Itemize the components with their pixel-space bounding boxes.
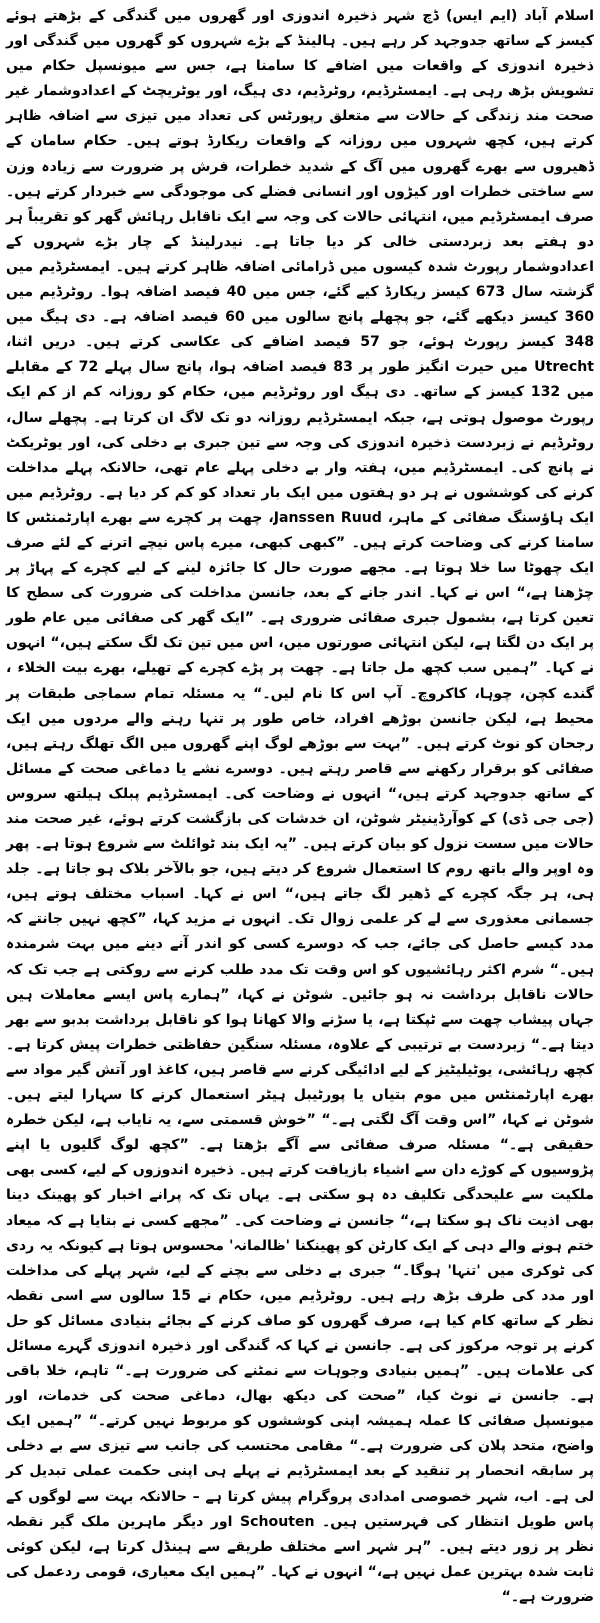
- article-body-text: اسلام آباد (ایم ایس) ڈچ شہر ذخیرہ اندوزی اور گھروں میں گندگی کے بڑھتے ہوئے کیسز کے ساتھ جدوجہد کر رہے ہیں۔ ہالینڈ کے بڑے شہروں کو گھروں میں گندگی اور ذخیرہ اندوزی کے واقعات میں اضافے کا سامنا ہے، جس سے میونسپل حکام میں تشویش بڑھ رہی ہے۔ ایمسٹرڈیم، روٹرڈیم، دی ہیگ، اور یوٹریچٹ کے اعدادوشمار غیر صحت مند زندگی کے حالات سے متعلق رپورٹس کی تعداد میں تیزی سے اضافہ ظاہر کرتے ہیں، کچھ شہروں میں روزانہ کے واقعات ریکارڈ ہوتے ہیں۔ حکام سامان کے ڈھیروں سے بھرے گھروں میں آگ کے شدید خطرات، فرش پر ضرورت سے زیادہ وزن سے ساختی خطرات اور کیڑوں اور انسانی فضلے کی موجودگی سے خبردار کرتے ہیں۔ صرف ایمسٹرڈیم میں، انتہائی حالات کی وجہ سے ایک ناقابل رہائش گھر کو تقریباً ہر دو ہفتے بعد زبردستی خالی کر دیا جاتا ہے۔ نیدرلینڈ کے چار بڑے شہروں کے اعدادوشمار رپورٹ شدہ کیسوں میں ڈرامائی اضافہ ظاہر کرتے ہیں۔ ایمسٹرڈیم میں گزشتہ سال 673 کیسز ریکارڈ کیے گئے، جس میں 40 فیصد اضافہ ہوا۔ روٹرڈیم میں 360 کیسز دیکھے گئے، جو پچھلے پانچ سالوں میں 60 فیصد اضافہ ہے۔ دی ہیگ میں 348 کیسز رپورٹ ہوئے، جو 57 فیصد اضافے کی عکاسی کرتے ہیں۔ دریں اثنا، Utrecht میں حیرت انگیز طور پر 83 فیصد اضافہ ہوا، پانچ سال پہلے 72 کے مقابلے میں 132 کیسز کے ساتھ۔ دی ہیگ اور روٹرڈیم میں، حکام کو روزانہ کم از کم ایک رپورٹ موصول ہوتی ہے، جبکہ ایمسٹرڈیم روزانہ دو تک لاگ ان کرتا ہے۔ پچھلے سال، روٹرڈیم نے زبردست ذخیرہ اندوزی کی وجہ سے تین جبری بے دخلی کی، اور یوٹریکٹ نے پانچ کی۔ ایمسٹرڈیم میں، ہفتہ وار بے دخلی پہلے عام تھی، حالانکہ پہلے مداخلت کرنے کی کوششوں نے ہر دو ہفتوں میں ایک بار تعداد کو کم کر دیا ہے۔ روٹرڈیم میں ایک ہاؤسنگ صفائی کے ماہر، Janssen Ruud، چھت پر کچرے سے بھرے اپارٹمنٹس کا سامنا کرنے کی وضاحت کرتے ہیں۔ ”کبھی کبھی، میرے پاس نیچے اترنے کے لئے صرف ایک چھوٹا سا خلا ہوتا ہے۔ مجھے صورت حال کا جائزہ لینے کے لیے کچرے کے پہاڑ پر چڑھنا ہے،“ اس نے کہا۔ اندر جانے کے بعد، جانسن مداخلت کی ضرورت کی سطح کا تعین کرتا ہے، بشمول جبری صفائی ضروری ہے۔ ”ایک گھر کی صفائی میں عام طور پر ایک دن لگتا ہے، لیکن انتہائی صورتوں میں، اس میں تین تک لگ سکتے ہیں،“ انہوں نے کہا۔ ”ہمیں سب کچھ مل جاتا ہے۔ چھت پر پڑے کچرے کے تھیلے، بھرے بیت الخلاء ، گندے کچن، چوہا، کاکروچ۔ آپ اس کا نام لیں۔“ یہ مسئلہ تمام سماجی طبقات پر محیط ہے، لیکن جانسن بوڑھے افراد، خاص طور پر تنہا رہنے والے مردوں میں ایک رجحان کو نوٹ کرتے ہیں۔ ”بہت سے بوڑھے لوگ اپنے گھروں میں الگ تھلگ رہتے ہیں، صفائی کو برقرار رکھنے سے قاصر رہتے ہیں۔ دوسرے نشے یا دماغی صحت کے مسائل کے ساتھ جدوجہد کرتے ہیں،“ انہوں نے وضاحت کی۔ ایمسٹرڈیم پبلک ہیلتھ سروس (جی جی ڈی) کے کوآرڈینیٹر شوٹن، ان خدشات کی بازگشت کرتے ہوئے، غیر صحت مند حالات میں سست نزول کو بیان کرتے ہیں۔ ”یہ ایک بند ٹوائلٹ سے شروع ہوتا ہے۔ پھر وہ اوپر والے باتھ روم کا استعمال شروع کر دیتے ہیں، جو بالآخر بلاک ہو جاتا ہے۔ جلد ہی، ہر جگہ کچرے کے ڈھیر لگ جاتے ہیں،“ اس نے کہا۔ اسباب مختلف ہوتے ہیں، جسمانی معذوری سے لے کر علمی زوال تک۔ انہوں نے مزید کہا، ”کچھ نہیں جانتے کہ مدد کیسے حاصل کی جائے، جب کہ دوسرے کسی کو اندر آنے دینے میں بہت شرمندہ ہیں۔“ شرم اکثر رہائشیوں کو اس وقت تک مدد طلب کرنے سے روکتی ہے جب تک کہ حالات ناقابل برداشت نہ ہو جائیں۔ شوٹن نے کہا، ”ہمارے پاس ایسے معاملات ہیں جہاں پیشاب چھت سے ٹپکتا ہے، یا سڑنے والا کھانا ہوا کو ناقابل برداشت بدبو سے بھر دیتا ہے۔“ زبردست بے ترتیبی کے علاوہ، مسئلہ سنگین حفاظتی خطرات پیش کرتا ہے۔ کچھ رہائشی، یوٹیلیٹیز کے لیے ادائیگی کرنے سے قاصر ہیں، کاغذ اور آتش گیر مواد سے بھرے اپارٹمنٹس میں موم بتیاں یا پورٹیبل ہیٹر استعمال کرنے کا سہارا لیتے ہیں۔ شوٹن نے کہا، ”اس وقت آگ لگتی ہے۔“ ”خوش قسمتی سے، یہ نایاب ہے، لیکن خطرہ حقیقی ہے۔“ مسئلہ صرف صفائی سے آگے بڑھتا ہے۔ ”کچھ لوگ گلیوں یا اپنے پڑوسیوں کے کوڑے دان سے اشیاء بازیافت کرتے ہیں۔ ذخیرہ اندوزوں کے لیے، کسی بھی ملکیت سے علیحدگی تکلیف دہ ہو سکتی ہے۔ یہاں تک کہ پرانے اخبار کو پھینک دینا بھی اذیت ناک ہو سکتا ہے،“ جانسن نے وضاحت کی۔ ”مجھے کسی نے بتایا ہے کہ میعاد ختم ہونے والے دہی کے ایک کارٹن کو پھینکنا 'ظالمانہ' محسوس ہوتا ہے کیونکہ یہ ردی کی ٹوکری میں 'تنہا' ہوگا۔“ جبری بے دخلی سے بچنے کے لیے، شہر پہلے کی مداخلت اور مدد کی طرف بڑھ رہے ہیں۔ روٹرڈیم میں، حکام نے 15 سالوں سے اسی نقطہ نظر کے ساتھ کام کیا ہے، صرف گھروں کو صاف کرنے کے بجائے بنیادی مسائل کو حل کرنے پر توجہ مرکوز کی ہے۔ جانسن نے کہا کہ گندگی اور ذخیرہ اندوزی گہرے مسائل کی علامات ہیں۔ ”ہمیں بنیادی وجوہات سے نمٹنے کی ضرورت ہے۔“ تاہم، خلا باقی ہے۔ جانسن نے نوٹ کیا، ”صحت کی دیکھ بھال، دماغی صحت کی خدمات، اور میونسپل صفائی کا عملہ ہمیشہ اپنی کوششوں کو مربوط نہیں کرتے۔“ ”ہمیں ایک واضح، متحد پلان کی ضرورت ہے۔“ مقامی محتسب کی جانب سے تیزی سے بے دخلی پر سابقہ انحصار پر تنقید کے بعد ایمسٹرڈیم نے پہلے ہی اپنی حکمت عملی تبدیل کر لی ہے۔ اب، شہر خصوصی امدادی پروگرام پیش کرتا ہے – حالانکہ بہت سے لوگوں کے پاس طویل انتظار کی فہرستیں ہیں۔ Schouten اور دیگر ماہرین ملک گیر نقطہ نظر پر زور دیتے ہیں۔ ”ہر شہر اسے مختلف طریقے سے ہینڈل کرتا ہے، لیکن کوئی ثابت شدہ بہترین عمل نہیں ہے،“ انہوں نے کہا۔ ”ہمیں ایک معیاری، قومی ردعمل کی ضرورت ہے۔“: [6, 8, 595, 1605]
